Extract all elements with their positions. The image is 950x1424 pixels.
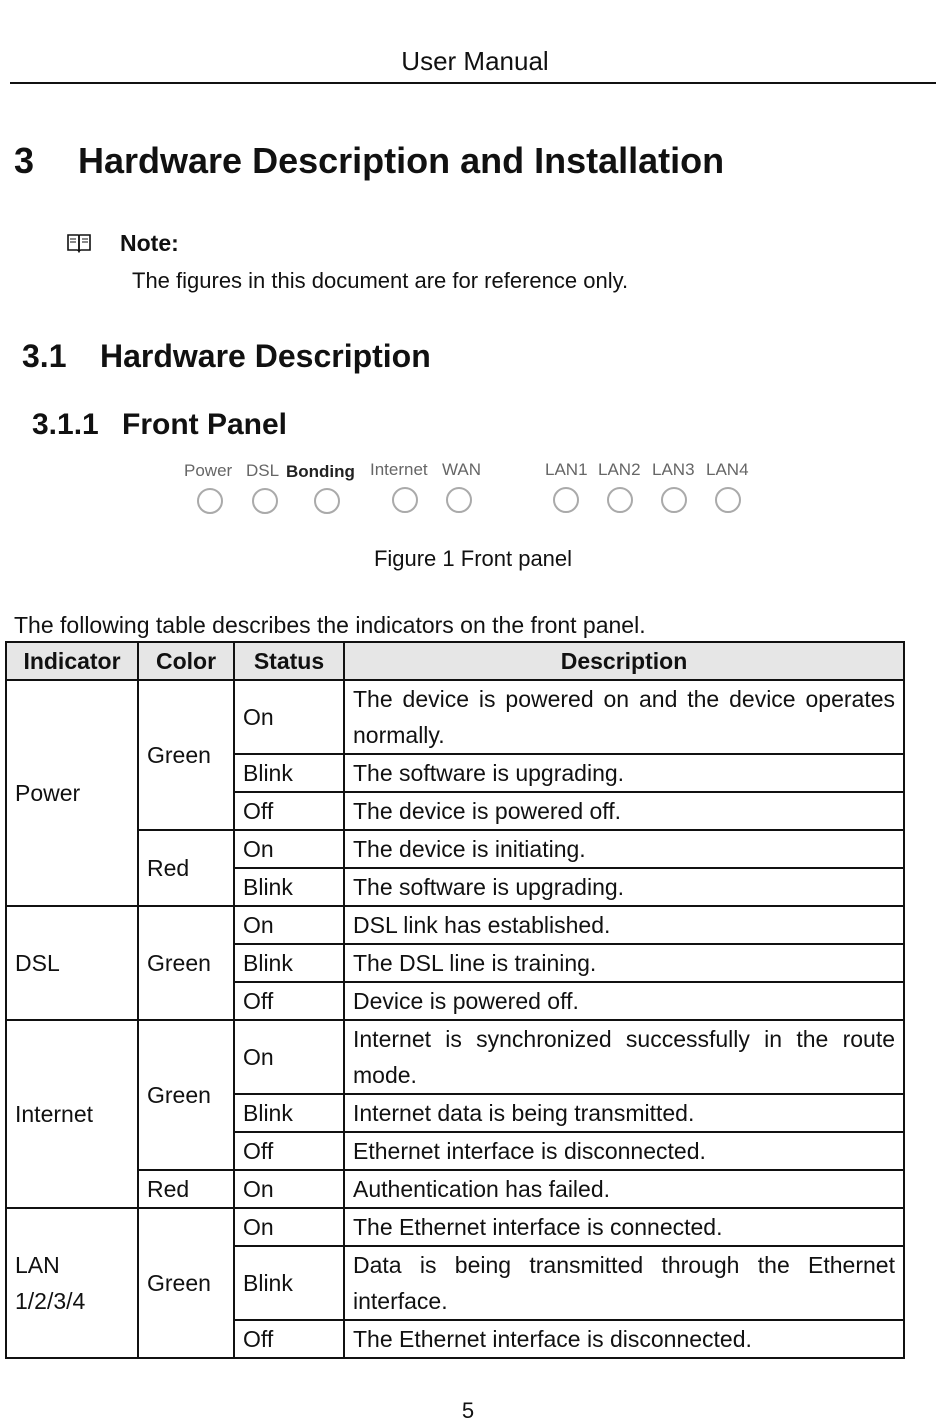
- description-cell: The software is upgrading.: [344, 868, 904, 906]
- panel-label-lan1: LAN1: [545, 460, 588, 479]
- indicator-dsl: DSL: [6, 906, 138, 1020]
- color-red: Red: [138, 830, 234, 906]
- panel-label-bonding: Bonding: [286, 462, 355, 481]
- status-cell: Off: [234, 1320, 344, 1358]
- section-heading: [14, 140, 724, 182]
- status-cell: On: [234, 1170, 344, 1208]
- color-green: Green: [138, 1020, 234, 1170]
- panel-label-power: Power: [184, 461, 233, 480]
- subsection-title: Hardware Description: [100, 338, 431, 374]
- dsl-led-icon: [253, 489, 277, 513]
- page-header: User Manual: [401, 46, 549, 76]
- lan2-led-icon: [608, 488, 632, 512]
- table-row: [6, 1020, 904, 1094]
- table-header-row: [6, 642, 904, 680]
- description-cell: DSL link has established.: [344, 906, 904, 944]
- status-cell: On: [234, 680, 344, 754]
- description-cell: The device is powered on and the device operates normally.: [344, 680, 904, 754]
- description-cell: The device is initiating.: [344, 830, 904, 868]
- indicator-power: Power: [6, 680, 138, 906]
- header-color: Color: [138, 642, 234, 680]
- indicator-lan-line1: LAN: [15, 1252, 60, 1278]
- bonding-led-icon: [315, 489, 339, 513]
- subsubsection-number: 3.1.1: [32, 408, 99, 441]
- description-cell: The Ethernet interface is connected.: [344, 1208, 904, 1246]
- panel-label-lan4: LAN4: [706, 460, 749, 479]
- internet-led-icon: [393, 488, 417, 512]
- description-cell: The Ethernet interface is disconnected.: [344, 1320, 904, 1358]
- lan4-led-icon: [716, 488, 740, 512]
- front-panel-figure: [178, 452, 768, 524]
- section-number: 3: [14, 140, 35, 181]
- table-intro: The following table describes the indicators on the front panel.: [14, 612, 646, 638]
- color-red: Red: [138, 1170, 234, 1208]
- table-row: [6, 830, 904, 868]
- page-number: 5: [461, 1398, 475, 1423]
- figure-caption: Figure 1 Front panel: [373, 546, 573, 571]
- description-cell: The DSL line is training.: [344, 944, 904, 982]
- note-text: The figures in this document are for reference only.: [132, 268, 629, 293]
- status-cell: On: [234, 1208, 344, 1246]
- status-cell: Off: [234, 792, 344, 830]
- description-cell: Data is being transmitted through the Ethernet interface.: [344, 1246, 904, 1320]
- header-status: Status: [234, 642, 344, 680]
- section-title: Hardware Description and Installation: [78, 140, 725, 181]
- description-cell: Internet data is being transmitted.: [344, 1094, 904, 1132]
- status-cell: Off: [234, 1132, 344, 1170]
- description-cell: Authentication has failed.: [344, 1170, 904, 1208]
- subsection-number: 3.1: [22, 338, 67, 374]
- lan3-led-icon: [662, 488, 686, 512]
- description-cell: Internet is synchronized successfully in the route mode.: [344, 1020, 904, 1094]
- wan-led-icon: [447, 488, 471, 512]
- status-cell: Blink: [234, 944, 344, 982]
- description-cell: The device is powered off.: [344, 792, 904, 830]
- indicator-lan: [6, 1208, 138, 1358]
- subsubsection-title: Front Panel: [122, 408, 288, 441]
- status-cell: Blink: [234, 868, 344, 906]
- color-green: Green: [138, 1208, 234, 1358]
- description-cell: Device is powered off.: [344, 982, 904, 1020]
- panel-label-wan: WAN: [442, 460, 482, 479]
- status-cell: On: [234, 906, 344, 944]
- table-row: [6, 906, 904, 944]
- panel-label-lan2: LAN2: [598, 460, 641, 479]
- note-label: Note:: [120, 230, 179, 256]
- indicator-internet: Internet: [6, 1020, 138, 1208]
- status-cell: Off: [234, 982, 344, 1020]
- description-cell: The software is upgrading.: [344, 754, 904, 792]
- status-cell: Blink: [234, 754, 344, 792]
- description-cell: Ethernet interface is disconnected.: [344, 1132, 904, 1170]
- panel-label-dsl: DSL: [246, 461, 280, 480]
- indicator-lan-line2: 1/2/3/4: [15, 1288, 86, 1314]
- table-row: [6, 1170, 904, 1208]
- subsection-heading: [22, 338, 431, 375]
- subsubsection-heading: [32, 408, 287, 442]
- header-description: Description: [344, 642, 904, 680]
- header-rule: [10, 82, 936, 84]
- table-row: [6, 680, 904, 754]
- table-row: [6, 1208, 904, 1246]
- indicator-table: [5, 641, 905, 1359]
- panel-label-internet: Internet: [370, 460, 428, 479]
- status-cell: On: [234, 1020, 344, 1094]
- power-led-icon: [198, 489, 222, 513]
- status-cell: On: [234, 830, 344, 868]
- book-icon: [66, 232, 92, 254]
- color-green: Green: [138, 906, 234, 1020]
- header-indicator: Indicator: [6, 642, 138, 680]
- status-cell: Blink: [234, 1094, 344, 1132]
- panel-label-lan3: LAN3: [652, 460, 695, 479]
- color-green: Green: [138, 680, 234, 830]
- status-cell: Blink: [234, 1246, 344, 1320]
- lan1-led-icon: [554, 488, 578, 512]
